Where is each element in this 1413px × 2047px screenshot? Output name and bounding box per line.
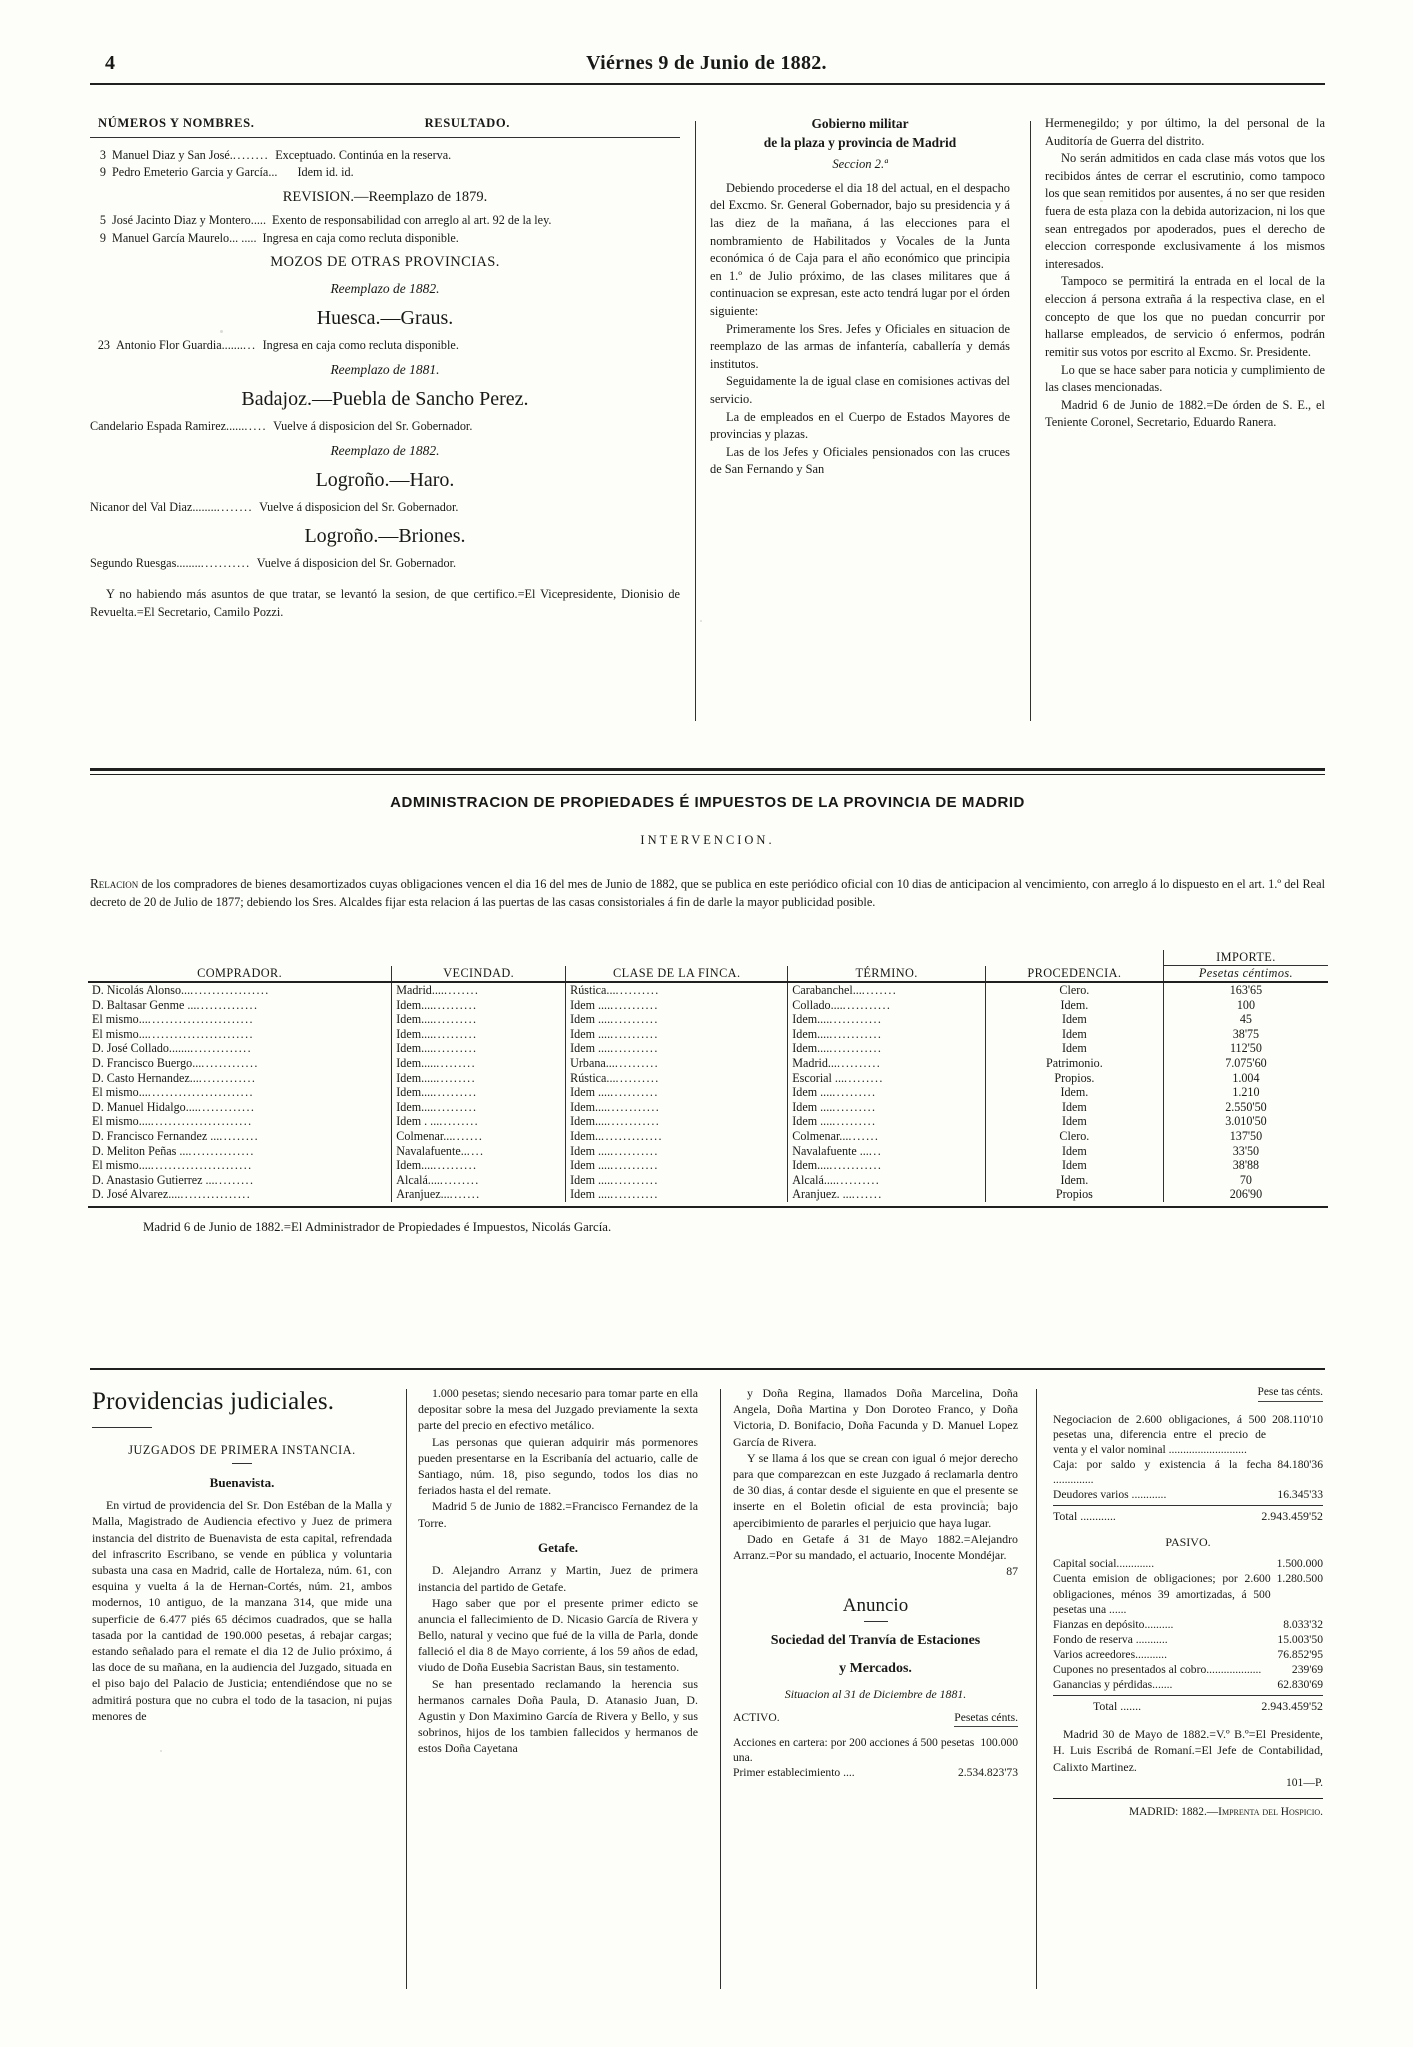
bottom-columns bbox=[88, 1385, 1330, 2005]
pasivo-row-label: Varios acreedores........... bbox=[1053, 1647, 1167, 1661]
pasivo-row-value: 8.033'32 bbox=[1283, 1617, 1323, 1631]
page-folio: 4 bbox=[105, 52, 115, 74]
gobierno-p5: Las de los Jefes y Oficiales pensionados con las cruces de San Fernando y San bbox=[710, 444, 1010, 477]
table-row: D. José Collado..................... Idem.............. Idem ............... Idem................ Idem 112'50 bbox=[88, 1041, 1328, 1056]
top-columns bbox=[90, 115, 1325, 745]
table-bottom-rule bbox=[88, 1206, 1328, 1208]
importe-header: IMPORTE. bbox=[1163, 950, 1328, 966]
list-item: Candelario Espada Ramirez...... ..... Vuelve á disposicion del Sr. Gobernador. bbox=[90, 419, 473, 434]
list-item: 9 Manuel García Maurelo... ..... Ingresa en caja como recluta disponible. bbox=[99, 230, 459, 245]
col3-p1: y Doña Regina, llamados Doña Marcelina, Doña Angela, Doña Martina y Don Doroteo Franco, y Doña Victoria, D. Bonifacio, Doña Facunda y D. Manuel Lopez García de Rivera. bbox=[733, 1386, 1018, 1449]
column-providencias-cont bbox=[418, 1385, 698, 1757]
table-row: D. Meliton Peñas .................. Navalafuente...... Idem ............... Navalafuente ...... Idem 33'50 bbox=[88, 1144, 1328, 1159]
bottom-divider-1 bbox=[406, 1389, 407, 1989]
pasivo-row-label: Cupones no presentados al cobro................... bbox=[1053, 1662, 1262, 1676]
gobierno-cont-p1: Hermenegildo; y por último, la del personal de la Auditoría de Guerra del distrito. bbox=[1045, 116, 1325, 148]
activo-row-value: 2.534.823'73 bbox=[957, 1766, 1018, 1780]
mozos-heading: MOZOS DE OTRAS PROVINCIAS. bbox=[270, 254, 500, 271]
juzgados-dash bbox=[232, 1463, 252, 1464]
col1-header bbox=[90, 115, 680, 133]
balance-unit: Pese tas cénts. bbox=[1258, 1385, 1323, 1402]
activo-row-label: Primer establecimiento .... bbox=[733, 1766, 855, 1780]
balance-row-value: 208.110'10 bbox=[1272, 1412, 1323, 1426]
col3-page-number: 87 bbox=[1006, 1564, 1018, 1579]
pasivo-row-value: 1.500.000 bbox=[1276, 1557, 1323, 1571]
column-gobierno-cont bbox=[1045, 115, 1325, 432]
activo-unit: Pesetas cénts. bbox=[954, 1710, 1018, 1727]
admin-subtitle: INTERVENCION. bbox=[640, 833, 775, 847]
table-body bbox=[88, 983, 1328, 1202]
getafe-heading: Getafe. bbox=[537, 1539, 579, 1555]
sociedad-line1: Sociedad del Tranvía de Estaciones bbox=[770, 1632, 981, 1648]
table-row: El mismo........................... Idem.............. Idem ............... Idem .............. Idem. 1.210 bbox=[88, 1085, 1328, 1100]
table-row: El mismo........................... Idem.............. Idem ............... Idem................ Idem 45 bbox=[88, 1012, 1328, 1027]
pasivo-row-value: 239'69 bbox=[1291, 1662, 1323, 1676]
seccion-label: Seccion 2.ª bbox=[832, 156, 888, 171]
juzgados-subtitle: JUZGADOS DE PRIMERA INSTANCIA. bbox=[128, 1443, 356, 1457]
bottom-divider-2 bbox=[720, 1389, 721, 1989]
imprenta-rule bbox=[1053, 1798, 1323, 1799]
table-importe-row bbox=[88, 950, 1328, 966]
balance-row-value: 16.345'33 bbox=[1277, 1487, 1323, 1501]
logrono-briones-heading: Logroño.—Briones. bbox=[304, 524, 466, 547]
reemplazo-1882b-heading: Reemplazo de 1882. bbox=[330, 442, 440, 458]
list-item: Nicanor del Val Diaz........ ........ Vuelve á disposicion del Sr. Gobernador. bbox=[90, 500, 459, 515]
table-row: D. Casto Hernandez................ Idem.............. Rústica............. Escorial ............ Propios. 1.004 bbox=[88, 1071, 1328, 1086]
list-item: 3 Manuel Diaz y San José. ........ Exceptuado. Continúa en la reserva. bbox=[99, 147, 452, 162]
table-header-row bbox=[88, 966, 1328, 982]
pasivo-row-value: 62.830'69 bbox=[1277, 1677, 1323, 1691]
list-item: 23 Antonio Flor Guardia....... ... Ingresa en caja como recluta disponible. bbox=[97, 338, 459, 353]
activo-total-value: 2.943.459'52 bbox=[1261, 1508, 1323, 1523]
th-clase: CLASE DE LA FINCA. bbox=[566, 966, 788, 982]
activo-row-value: 100.000 bbox=[980, 1736, 1018, 1750]
activo-row-label: Acciones en cartera: por 200 acciones á 500 pesetas una. bbox=[733, 1736, 975, 1765]
pasivo-row-label: Fianzas en depósito.......... bbox=[1053, 1617, 1174, 1631]
pasivo-row-label: Fondo de reserva ........... bbox=[1053, 1632, 1168, 1646]
gobierno-cont-p2: No serán admitidos en cada clase más votos que los recibidos ántes de cerrar el escrutinio, como tampoco los que sean remitidos por ausentes, á no ser que residen fuera de esta plaza con la debida autorizacion, ni los que sean entregados por apoderados, pues el derecho de eleccion corresponde exclusivamente á los mismos interesados. bbox=[1045, 151, 1325, 271]
pasivo-row-value: 1.280.500 bbox=[1276, 1572, 1323, 1586]
pasivo-label: PASIVO. bbox=[1165, 1535, 1211, 1550]
gobierno-cont-p5: Madrid 6 de Junio de 1882.=De órden de S. E., el Teniente Coronel, Secretario, Eduardo Ranera. bbox=[1045, 397, 1325, 430]
admin-body-lead: Relacion bbox=[90, 876, 139, 891]
providencias-title: Providencias judiciales. bbox=[92, 1388, 335, 1415]
table-row: D. José Alvarez.................... Aranjuez.......... Idem ............... Aranjuez. .......... Propios 206'90 bbox=[88, 1187, 1328, 1202]
pasivo-row-label: Cuenta emision de obligaciones; por 2.600 obligaciones, ménos 39 amortizadas, á 500 pesetas una ...... bbox=[1053, 1572, 1271, 1616]
activo-label: ACTIVO. bbox=[733, 1711, 780, 1725]
anuncio-dash bbox=[864, 1621, 888, 1622]
table-row: D. Nicolás Alonso..................... Madrid............ Rústica............. Carabanchel........... Clero. 163'65 bbox=[88, 983, 1328, 998]
balance-page-number: 101—P. bbox=[1285, 1775, 1323, 1789]
reemplazo-1882-heading: Reemplazo de 1882. bbox=[330, 280, 440, 296]
col2-p1: 1.000 pesetas; siendo necesario para tomar parte en ella depositar sobre la mesa del Juzgado previamente la sexta parte del precio en efectivo metálico. bbox=[418, 1386, 698, 1433]
gobierno-title-1: Gobierno militar bbox=[811, 116, 909, 131]
bottom-divider-3 bbox=[1036, 1389, 1037, 1989]
admin-body-text: de los compradores de bienes desamortizados cuyas obligaciones vencen el dia 16 del mes de Junio de 1882, que se publica en este periódico oficial con 10 dias de anticipacion al vencimiento, con arreglo á lo dispuesto en el art. 1.º del Real decreto de 20 de Julio de 1877; debiendo los Sres. Alcaldes fijar esta relacion á las puertas de las casas consistoriales á fin de darle la mayor publicidad posible. bbox=[90, 877, 1325, 909]
balance-row-label: Deudores varios ............ bbox=[1053, 1487, 1167, 1501]
buenavista-body: En virtud de providencia del Sr. Don Estéban de la Malla y Malla, Magistrado de Audiencia efectivo y Juez de primera instancia del distrito de Buenavista de esta capital, refrendada del infrascrito Escribano, se vende en pública y voluntaria subasta una casa en Madrid, calle de Hortaleza, núm. 61, con esquina y vuelta á la de Hernan-Cortés, núm. 21, ambos modernos, 10 antiguo, de la manzana 314, que mide una superficie de 6.477 piés 65 décimos cuadrados, que se halla tasada por la cantidad de 190.000 pesetas, á rebajar cargas; estando señalado para el remate el dia 12 de Julio próximo, á las doce de su mañana, en la audiencia del Juzgado, situada en el piso bajo del Palacio de Justicia; entendiéndose que no se admitirá postura que no cubra el todo de la tasacion, ni pujas menores de bbox=[92, 1498, 392, 1723]
table-row: D. Francisco Buergo................ Idem.............. Urbana............. Madrid............. Patrimonio. 7.075'60 bbox=[88, 1056, 1328, 1071]
th-vecindad: VECINDAD. bbox=[392, 966, 566, 982]
column-providencias bbox=[92, 1385, 392, 1724]
table-row: El mismo........................... Idem.............. Idem ............... Idem................ Idem 38'75 bbox=[88, 1027, 1328, 1042]
gobierno-p4: La de empleados en el Cuerpo de Estados Mayores de provincias y plazas. bbox=[710, 409, 1010, 442]
pasivo-row-value: 76.852'95 bbox=[1277, 1647, 1323, 1661]
session-closing-note: Y no habiendo más asuntos de que tratar, se levantó la sesion, de que certifico.=El Vicepresidente, Dionisio de Revuelta.=El Secretario, Camilo Pozzi. bbox=[90, 586, 680, 619]
col2-p2: Las personas que quieran adquirir más pormenores pueden presentarse en la Escribanía del actuario, calle de Santiago, núm. 18, piso segundo, todos los dias no feriados hasta el del remate. bbox=[418, 1434, 698, 1498]
pasivo-row-value: 15.003'50 bbox=[1277, 1632, 1323, 1646]
col3-p2: Y se llama á los que se crean con igual ó mejor derecho para que comparezcan en este Juzgado á reclamarla dentro de 30 dias, á contar desde el siguiente en que el presente se inserte en el Boletin oficial de esta provincia; bajo apercibimiento de pararles el perjuicio que haya lugar. bbox=[733, 1450, 1018, 1530]
col1-header-rule bbox=[90, 137, 680, 138]
table-row: El mismo........................... Idem.............. Idem ............... Idem................ Idem 38'88 bbox=[88, 1158, 1328, 1173]
pasivo-row-label: Capital social............. bbox=[1053, 1557, 1155, 1571]
gobierno-p2: Primeramente los Sres. Jefes y Oficiales en situacion de reemplazo de las armas de infantería, caballería y demás institutos. bbox=[710, 321, 1010, 371]
th-comprador: COMPRADOR. bbox=[197, 966, 283, 980]
table-row: D. Francisco Fernandez ............ Colmenar.......... Idem................ Colmenar.......... Clero. 137'50 bbox=[88, 1129, 1328, 1144]
th-importe-unit: Pesetas céntimos. bbox=[1163, 966, 1328, 982]
col2-p6: Se han presentado reclamando la herencia sus hermanos carnales Doña Paula, D. Atanasio Juan, D. Agustin y Don Maximino García de Rivera y Bello, y sus sobrinos, hijos de los tambien fallecidos y hermanos de estos Doña Cayetana bbox=[418, 1676, 698, 1756]
balance-row-label: Caja: por saldo y existencia á la fecha .............. bbox=[1053, 1457, 1272, 1486]
admin-title: ADMINISTRACION DE PROPIEDADES É IMPUESTOS DE LA PROVINCIA DE MADRID bbox=[390, 794, 1025, 811]
list-item: 5 José Jacinto Diaz y Montero..... Exento de responsabilidad con arreglo al art. 92 de la ley. bbox=[99, 213, 552, 228]
header-rule bbox=[90, 83, 1325, 85]
sociedad-line2: y Mercados. bbox=[839, 1661, 912, 1677]
bottom-section-rule bbox=[90, 1368, 1325, 1370]
admin-body bbox=[90, 874, 1325, 912]
balance-signature: Madrid 30 de Mayo de 1882.=V.º B.º=El Presidente, H. Luis Escribá de Romaní.=El Jefe de Contabilidad, Calixto Martinez. bbox=[1053, 1727, 1323, 1774]
col2-p5: Hago saber que por el presente primer edicto se anuncia el fallecimiento de D. Nicasio García de Rivera y Bello, natural y vecino que fué de la villa de Parla, donde falleció el dia 8 de Mayo corriente, á los 59 años de edad, viudo de Doña Eusebia Sacristan Baus, sin testamento. bbox=[418, 1595, 698, 1675]
column-getafe-cont bbox=[733, 1385, 1018, 1780]
th-procedencia: PROCEDENCIA. bbox=[985, 966, 1163, 982]
anuncio-heading: Anuncio bbox=[842, 1595, 909, 1617]
cell-comprador: D. Nicolás Alonso..................... bbox=[92, 983, 270, 997]
page-title: Viérnes 9 de Junio de 1882. bbox=[586, 52, 827, 74]
column-divider-1 bbox=[695, 121, 696, 721]
list-item: Segundo Ruesgas........ ........... Vuelve á disposicion del Sr. Gobernador. bbox=[90, 556, 457, 571]
balance-row-label: Negociacion de 2.600 obligaciones, á 500 pesetas una, diferencia entre el precio de venta y el valor nominal ........................... bbox=[1053, 1412, 1267, 1456]
pasivo-total-value: 2.943.459'52 bbox=[1261, 1698, 1323, 1713]
col3-p3: Dado en Getafe á 31 de Mayo 1882.=Alejandro Arranz.=Por su mandado, el actuario, Inocente Mondéjar. bbox=[733, 1531, 1018, 1562]
buyers-table bbox=[88, 950, 1328, 1235]
gobierno-p1: Debiendo procederse el dia 18 del actual, en el despacho del Excmo. Sr. General Gobernador, bajo su presidencia y á las diez de la mañana, á las elecciones para el nombramiento de Habilitados y Vocales de la Junta económica ó de Caja para el año económico que principia en 1.º de Julio próximo, de las clases militares que á continuacion se expresan, este acto tendrá lugar por el órden siguiente: bbox=[710, 180, 1010, 318]
col1-header-left: NÚMEROS Y NOMBRES. bbox=[98, 116, 255, 130]
pasivo-row-label: Ganancias y pérdidas....... bbox=[1053, 1677, 1173, 1691]
activo-total-label: Total ............ bbox=[1053, 1508, 1116, 1523]
column-gobierno-militar bbox=[710, 115, 1010, 479]
gobierno-p3: Seguidamente la de igual clase en comisiones activas del servicio. bbox=[710, 374, 1010, 407]
table-row: El mismo........................... Idem . ............ Idem................ Idem .............. Idem 3.010'50 bbox=[88, 1114, 1328, 1129]
buyers-table-grid bbox=[88, 950, 1328, 1202]
pasivo-total-label: Total ....... bbox=[1093, 1698, 1142, 1713]
col2-p3: Madrid 5 de Junio de 1882.=Francisco Fernandez de la Torre. bbox=[418, 1499, 698, 1530]
badajoz-heading: Badajoz.—Puebla de Sancho Perez. bbox=[241, 388, 529, 411]
huesca-heading: Huesca.—Graus. bbox=[316, 307, 454, 330]
gobierno-cont-p3: Tampoco se permitirá la entrada en el local de la eleccion á persona extraña á la respectiva clase, en el concepto de que los que no puedan concurrir por hallarse empleados, de servicio ó enfermos, podrán remitir sus votos por escrito al Excmo. Sr. Presidente. bbox=[1045, 274, 1325, 359]
gobierno-title-2: de la plaza y provincia de Madrid bbox=[763, 135, 957, 151]
imprenta-line: MADRID: 1882.—Imprenta del Hospicio. bbox=[1128, 1806, 1323, 1819]
th-termino: TÉRMINO. bbox=[788, 966, 986, 982]
column-divider-2 bbox=[1030, 121, 1031, 721]
reemplazo-1881-heading: Reemplazo de 1881. bbox=[330, 361, 440, 377]
buenavista-heading: Buenavista. bbox=[209, 1474, 275, 1490]
situacion-line: Situacion al 31 de Diciembre de 1881. bbox=[784, 1687, 967, 1702]
revision-heading: REVISION.—Reemplazo de 1879. bbox=[282, 188, 488, 205]
list-item: 9 Pedro Emeterio Garcia y García... Idem id. id. bbox=[99, 165, 354, 180]
table-row: D. Manuel Hidalgo................. Idem.............. Idem................ Idem .............. Idem 2.550'50 bbox=[88, 1100, 1328, 1115]
table-row: D. Anastasio Gutierrez ............ Alcalá............. Idem ............... Alcalá.............. Idem. 70 bbox=[88, 1173, 1328, 1188]
balance-row-value: 84.180'36 bbox=[1277, 1457, 1323, 1471]
admin-section bbox=[90, 770, 1325, 912]
col2-p4: D. Alejandro Arranz y Martin, Juez de primera instancia del partido de Getafe. bbox=[418, 1563, 698, 1594]
providencias-dash bbox=[92, 1427, 152, 1428]
column-numeros-nombres bbox=[90, 115, 680, 621]
col1-header-right: RESULTADO. bbox=[424, 116, 510, 130]
table-footer: Madrid 6 de Junio de 1882.=El Administrador de Propiedades é Impuestos, Nicolás García. bbox=[143, 1219, 612, 1234]
column-balance bbox=[1053, 1385, 1323, 1821]
gobierno-cont-p4: Lo que se hace saber para noticia y cumplimiento de las clases mencionadas. bbox=[1045, 362, 1325, 395]
table-row: D. Baltasar Genme ................. Idem.............. Idem ............... Collado............... Idem. 100 bbox=[88, 998, 1328, 1013]
logrono-haro-heading: Logroño.—Haro. bbox=[315, 469, 455, 492]
